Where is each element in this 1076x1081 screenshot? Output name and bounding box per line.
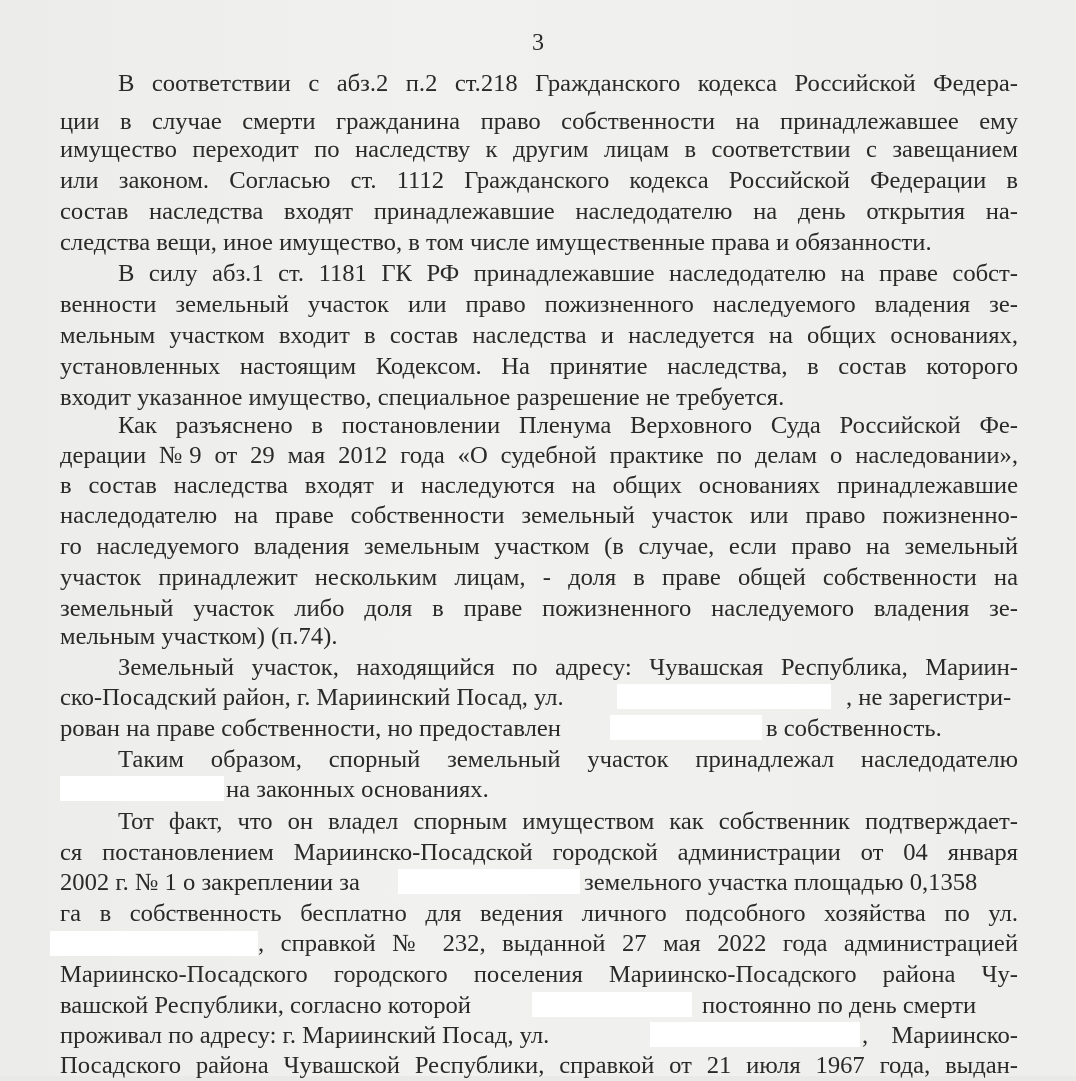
text-line: входит указанное имущество, специальное разрешение не требуется.: [60, 384, 785, 411]
text-line: земельного участка площадью 0,1358: [584, 869, 978, 896]
text-line: постоянно по день смерти: [702, 992, 977, 1019]
text-line: установленных настоящим Кодексом. На принятие наследства, в состав которого: [60, 353, 1018, 380]
text-line: Как разъяснено в постановлении Пленума Верховного Суда Российской Фе-: [118, 412, 1018, 439]
text-line: в состав наследства входят и наследуются на общих основаниях принадлежавшие: [60, 472, 1018, 499]
text-line: , Мариинско-: [862, 1022, 1018, 1049]
text-line: , справкой № 232, выданной 27 мая 2022 года администрацией: [258, 930, 1018, 957]
text-line: в собственность.: [766, 715, 942, 742]
redaction-box: [50, 931, 258, 956]
text-line: , не зарегистри-: [846, 684, 1012, 711]
redaction-box: [532, 992, 692, 1017]
text-line: на законных основаниях.: [226, 776, 489, 803]
redaction-box: [398, 869, 580, 894]
text-line: дерации №9 от 29 мая 2012 года «О судебной практике по делам о наследовании»,: [60, 442, 1018, 469]
redaction-box: [610, 715, 762, 740]
text-line: имущество переходит по наследству к другим лицам в соответствии с завещанием: [60, 136, 1018, 163]
text-line: 2002 г. № 1 о закреплении за: [60, 869, 360, 896]
text-line: го наследуемого владения земельным участком (в случае, если право на земельный: [60, 533, 1018, 560]
text-line: состав наследства входят принадлежавшие наследодателю на день открытия на-: [60, 198, 1018, 225]
redaction-box: [617, 684, 831, 709]
text-line: участок принадлежит нескольким лицам, - доля в праве общей собственности на: [60, 564, 1018, 591]
text-line: рован на праве собственности, но предоставлен: [60, 715, 561, 742]
text-line: ско-Посадский район, г. Мариинский Посад, ул.: [60, 684, 564, 711]
text-line: земельный участок либо доля в праве пожизненного наследуемого владения зе-: [60, 595, 1018, 622]
text-line: В соответствии с абз.2 п.2 ст.218 Гражданского кодекса Российской Федера-: [118, 70, 1018, 97]
text-line: Таким образом, спорный земельный участок принадлежал наследодателю: [118, 746, 1018, 773]
text-line: Посадского района Чувашской Республики, справкой от 21 июля 1967 года, выдан-: [60, 1052, 1018, 1079]
text-line: Тот факт, что он владел спорным имуществом как собственник подтверждает-: [118, 808, 1018, 835]
text-line: ся постановлением Мариинско-Посадской городской администрации от 04 января: [60, 839, 1018, 866]
text-line: венности земельный участок или право пожизненного наследуемого владения зе-: [60, 291, 1018, 318]
text-line: или законом. Согласью ст. 1112 Гражданского кодекса Российской Федерации в: [60, 167, 1018, 194]
text-line: мельным участком) (п.74).: [60, 623, 338, 650]
text-line: проживал по адресу: г. Мариинский Посад, ул.: [60, 1022, 550, 1049]
text-line: наследодателю на праве собственности земельный участок или право пожизненно-: [60, 502, 1018, 529]
page-number: 3: [532, 30, 544, 56]
text-line: вашской Республики, согласно которой: [60, 992, 471, 1019]
text-line: Мариинско-Посадского городского поселения Мариинско-Посадского района Чу-: [60, 961, 1018, 988]
text-line: мельным участком входит в состав наследства и наследуется на общих основаниях,: [60, 322, 1018, 349]
text-line: В силу абз.1 ст. 1181 ГК РФ принадлежавшие наследодателю на праве собст-: [118, 260, 1018, 287]
redaction-box: [60, 776, 224, 801]
text-line: следства вещи, иное имущество, в том числе имущественные права и обязанности.: [60, 229, 932, 256]
text-line: ции в случае смерти гражданина право собственности на принадлежавшее ему: [60, 108, 1018, 135]
text-line: Земельный участок, находящийся по адресу: Чувашская Республика, Мариин-: [118, 654, 1018, 681]
redaction-box: [650, 1022, 860, 1047]
text-line: га в собственность бесплатно для ведения личного подсобного хозяйства по ул.: [60, 900, 1018, 927]
